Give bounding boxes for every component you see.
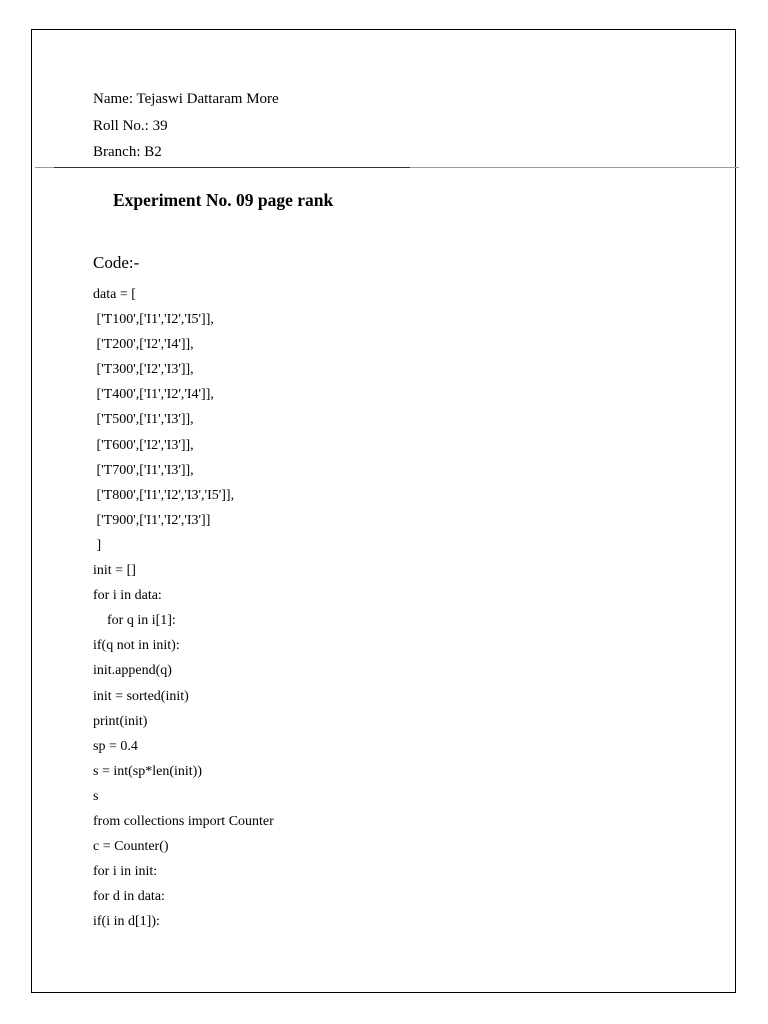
experiment-title: Experiment No. 09 page rank (113, 190, 334, 210)
code-line: for d in data: (93, 889, 165, 905)
code-line: print(init) (93, 713, 148, 729)
code-line: ['T300',['I2','I3']], (93, 362, 194, 378)
code-line: sp = 0.4 (93, 738, 138, 754)
code-line: s = int(sp*len(init)) (93, 763, 202, 779)
code-line: init = [] (93, 563, 136, 579)
code-line: init = sorted(init) (93, 688, 189, 704)
code-line: if(q not in init): (93, 638, 180, 654)
code-line: for i in init: (93, 864, 158, 880)
code-line: c = Counter() (93, 839, 169, 855)
code-line: ['T700',['I1','I3']], (93, 462, 194, 478)
code-line: ['T100',['I1','I2','I5']], (93, 312, 214, 328)
code-line: ['T600',['I2','I3']], (93, 437, 194, 453)
code-line: for i in data: (93, 588, 162, 604)
header-divider-accent (54, 167, 410, 168)
code-line: ['T500',['I1','I3']], (93, 412, 194, 428)
student-name: Name: Tejaswi Dattaram More (93, 91, 279, 107)
code-line: ['T200',['I2','I4']], (93, 337, 194, 353)
code-line: from collections import Counter (93, 813, 274, 829)
code-line: ] (93, 537, 102, 553)
branch: Branch: B2 (93, 144, 162, 160)
code-line: data = [ (93, 287, 136, 302)
student-info (93, 86, 279, 166)
code-block (93, 282, 274, 934)
code-heading: Code:- (93, 253, 140, 272)
code-line: s (93, 788, 99, 804)
code-line: for q in i[1]: (93, 613, 176, 629)
code-line: ['T900',['I1','I2','I3']] (93, 512, 211, 528)
code-line: if(i in d[1]): (93, 914, 160, 930)
code-line: ['T400',['I1','I2','I4']], (93, 387, 214, 403)
roll-number: Roll No.: 39 (93, 117, 168, 134)
code-line: init.append(q) (93, 663, 172, 679)
code-line: ['T800',['I1','I2','I3','I5']], (93, 487, 235, 503)
